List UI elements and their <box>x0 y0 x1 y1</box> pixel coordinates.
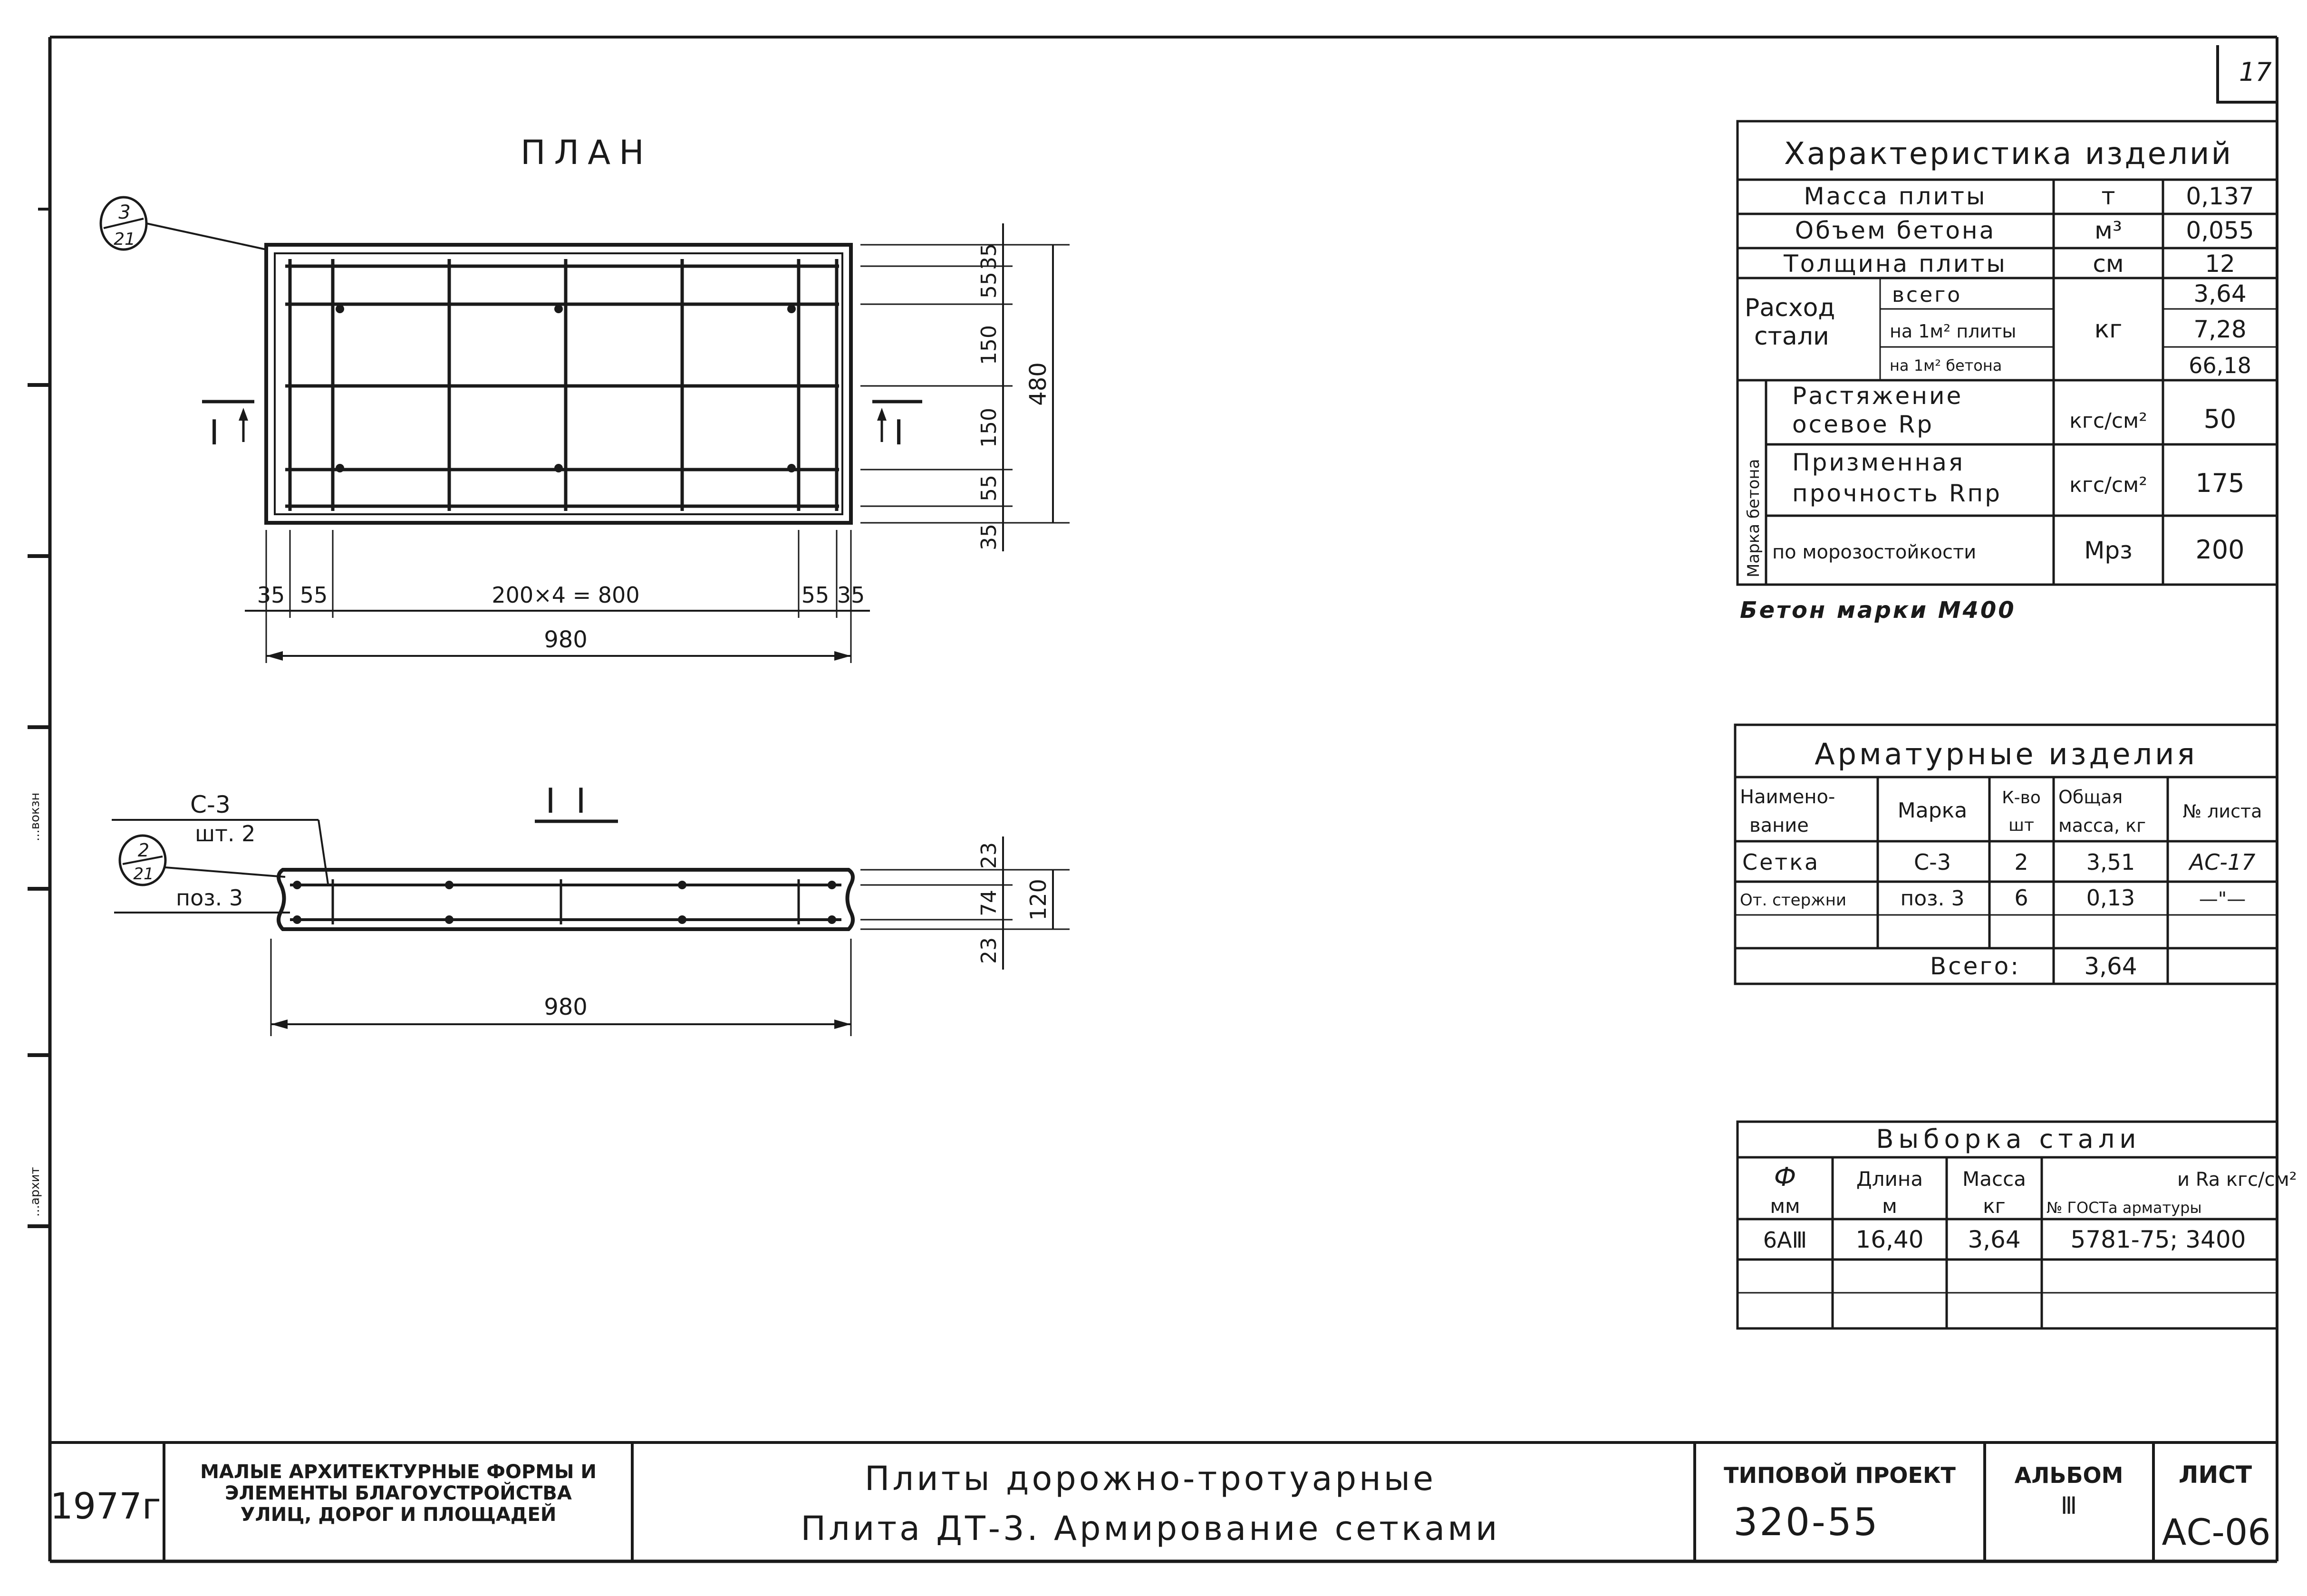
svg-text:Мрз: Мрз <box>2084 537 2133 564</box>
steel-header-dia: Ф мм <box>1770 1162 1800 1218</box>
svg-text:С-3: С-3 <box>1914 849 1951 875</box>
plan-view <box>101 133 1070 663</box>
svg-text:55: 55 <box>977 475 1001 501</box>
concrete-note: Бетон марки М400 <box>1740 597 2016 624</box>
svg-text:2: 2 <box>2014 849 2028 875</box>
svg-text:От. стержни: От. стержни <box>1740 891 1847 910</box>
svg-text:С-3: С-3 <box>190 791 231 818</box>
svg-text:шт. 2: шт. 2 <box>195 821 256 846</box>
characteristics-table <box>1737 121 2277 624</box>
svg-text:I: I <box>209 413 220 452</box>
section-marker-right <box>872 402 922 452</box>
svg-text:200: 200 <box>2195 535 2245 565</box>
svg-text:320-55: 320-55 <box>1733 1500 1880 1544</box>
characteristics-title: Характеристика изделий <box>1784 136 2233 172</box>
svg-text:ТИПОВОЙ ПРОЕКТ: ТИПОВОЙ ПРОЕКТ <box>1724 1462 1956 1488</box>
svg-text:480: 480 <box>1025 362 1052 406</box>
title-year: 1977г <box>50 1485 161 1527</box>
armature-header-qty: К-во шт <box>2002 788 2041 835</box>
drawing-title-2: Плита ДТ-3. Армирование сетками <box>801 1509 1500 1548</box>
svg-text:150: 150 <box>977 408 1001 448</box>
plan-dims-bottom <box>245 530 870 663</box>
svg-text:Сетка: Сетка <box>1742 849 1820 875</box>
svg-text:№ ГОСТа арматуры: № ГОСТа арматуры <box>2046 1199 2202 1217</box>
armature-table <box>1735 725 2277 984</box>
svg-text:Всего:: Всего: <box>1930 952 2021 980</box>
svg-text:АС-06: АС-06 <box>2162 1511 2271 1553</box>
svg-text:МАЛЫЕ АРХИТЕКТУРНЫЕ ФОРМЫ И: МАЛЫЕ АРХИТЕКТУРНЫЕ ФОРМЫ И <box>200 1461 597 1483</box>
steel-header-length: Длина м <box>1856 1167 1923 1218</box>
svg-text:980: 980 <box>544 626 588 653</box>
svg-text:Масса плиты: Масса плиты <box>1804 183 1987 210</box>
svg-text:35: 35 <box>977 243 1001 270</box>
sheet-number-box <box>2218 45 2277 102</box>
svg-text:35: 35 <box>837 582 865 608</box>
svg-text:УЛИЦ, ДОРОГ И ПЛОЩАДЕЙ: УЛИЦ, ДОРОГ И ПЛОЩАДЕЙ <box>240 1504 557 1526</box>
svg-text:35: 35 <box>257 582 285 608</box>
svg-text:прочность Rпр: прочность Rпр <box>1792 480 2002 507</box>
sheet-number: 17 <box>2239 57 2272 87</box>
svg-text:0,13: 0,13 <box>2086 885 2135 911</box>
drawing-title-1: Плиты дорожно-тротуарные <box>864 1459 1437 1498</box>
section-labels <box>112 791 328 913</box>
svg-text:0,137: 0,137 <box>2186 183 2254 210</box>
svg-text:120: 120 <box>1025 879 1051 921</box>
svg-text:Выборка стали: Выборка стали <box>1876 1124 2141 1154</box>
plan-callout-top: 3 <box>118 202 131 223</box>
svg-text:Марка: Марка <box>1897 798 1968 823</box>
plan-slab-outer <box>266 245 851 523</box>
svg-text:980: 980 <box>544 994 588 1020</box>
svg-text:3,64: 3,64 <box>2084 952 2137 980</box>
plan-title: ПЛАН <box>521 133 653 172</box>
svg-text:55: 55 <box>977 272 1001 298</box>
svg-text:ЛИСТ: ЛИСТ <box>2178 1461 2252 1489</box>
svg-text:и Ra кгс/см²: и Ra кгс/см² <box>2177 1169 2297 1191</box>
svg-text:на 1м² бетона: на 1м² бетона <box>1890 356 2002 375</box>
svg-text:55: 55 <box>801 582 830 608</box>
svg-text:23: 23 <box>977 937 1001 964</box>
svg-text:ЭЛЕМЕНТЫ БЛАГОУСТРОЙСТВА: ЭЛЕМЕНТЫ БЛАГОУСТРОЙСТВА <box>225 1482 572 1504</box>
svg-text:Призменная: Призменная <box>1792 449 1965 476</box>
svg-text:Растяжение: Растяжение <box>1792 382 1963 410</box>
svg-text:кг: кг <box>2094 315 2123 344</box>
svg-text:23: 23 <box>977 842 1001 869</box>
plan-slab-inner <box>275 253 842 514</box>
plan-callout-bottom: 21 <box>114 230 135 249</box>
svg-text:поз. 3: поз. 3 <box>1900 886 1965 911</box>
svg-text:150: 150 <box>977 325 1001 365</box>
plan-dims-right <box>860 223 1070 551</box>
svg-text:3,64: 3,64 <box>1968 1226 2021 1253</box>
svg-text:по морозостойкости: по морозостойкости <box>1772 541 1977 563</box>
svg-text:0,055: 0,055 <box>2186 217 2254 244</box>
section-title: I I <box>545 781 591 821</box>
svg-text:66,18: 66,18 <box>2189 353 2251 378</box>
svg-text:21: 21 <box>133 865 154 884</box>
svg-text:6АⅢ: 6АⅢ <box>1763 1227 1807 1253</box>
svg-text:7,28: 7,28 <box>2193 316 2247 343</box>
svg-text:55: 55 <box>299 582 328 608</box>
svg-text:35: 35 <box>977 524 1001 550</box>
svg-text:3,64: 3,64 <box>2193 280 2247 308</box>
svg-text:Объем бетона: Объем бетона <box>1795 217 1996 244</box>
svg-text:Толщина плиты: Толщина плиты <box>1784 250 2007 278</box>
steel-header-mass: Масса кг <box>1962 1167 2026 1218</box>
svg-text:№ листа: № листа <box>2182 801 2262 822</box>
svg-text:Ⅲ: Ⅲ <box>2060 1492 2077 1519</box>
svg-text:кгс/см²: кгс/см² <box>2069 473 2147 497</box>
svg-text:175: 175 <box>2195 468 2245 498</box>
svg-text:200×4 = 800: 200×4 = 800 <box>492 582 640 608</box>
svg-text:АС-17: АС-17 <box>2189 849 2256 875</box>
svg-text:74: 74 <box>977 890 1001 916</box>
svg-text:Расход: Расход <box>1745 294 1835 322</box>
plan-mesh <box>285 259 839 511</box>
svg-text:м³: м³ <box>2095 217 2122 244</box>
svg-text:2: 2 <box>137 840 150 861</box>
armature-header-mass: Общая масса, кг <box>2058 787 2146 836</box>
svg-text:—"—: —"— <box>2199 888 2246 910</box>
armature-header-name: Наимено-вание <box>1740 786 1835 836</box>
svg-text:5781-75; 3400: 5781-75; 3400 <box>2070 1226 2246 1253</box>
svg-text:6: 6 <box>2014 885 2028 911</box>
svg-text:кгс/см²: кгс/см² <box>2069 409 2147 433</box>
svg-text:см: см <box>2093 250 2124 278</box>
section-marker-left <box>202 402 254 452</box>
svg-text:всего: всего <box>1892 283 1962 307</box>
svg-text:3,51: 3,51 <box>2086 849 2135 875</box>
svg-text:АЛЬБОМ: АЛЬБОМ <box>2014 1462 2124 1488</box>
svg-text:на 1м² плиты: на 1м² плиты <box>1890 321 2017 342</box>
concrete-group-label: Марка бетона <box>1744 459 1763 577</box>
svg-text:т: т <box>2101 183 2115 210</box>
steel-selection-table <box>1737 1122 2297 1328</box>
section-dims-right <box>860 836 1070 970</box>
svg-text:16,40: 16,40 <box>1855 1226 1924 1253</box>
svg-text:I: I <box>894 413 904 452</box>
svg-text:поз. 3: поз. 3 <box>176 885 243 911</box>
margin-label-2: ...архит <box>28 1167 42 1217</box>
svg-text:Арматурные изделия: Арматурные изделия <box>1815 737 2198 771</box>
margin-label-1: ...вокзн <box>28 792 42 841</box>
section-view <box>112 781 1070 1036</box>
section-dim-bottom <box>271 939 851 1036</box>
plan-callout <box>101 197 266 250</box>
svg-text:осевое Rр: осевое Rр <box>1792 411 1934 438</box>
svg-text:стали: стали <box>1754 322 1829 351</box>
svg-text:50: 50 <box>2203 404 2237 434</box>
title-block <box>50 1442 2277 1561</box>
svg-text:12: 12 <box>2205 250 2235 278</box>
